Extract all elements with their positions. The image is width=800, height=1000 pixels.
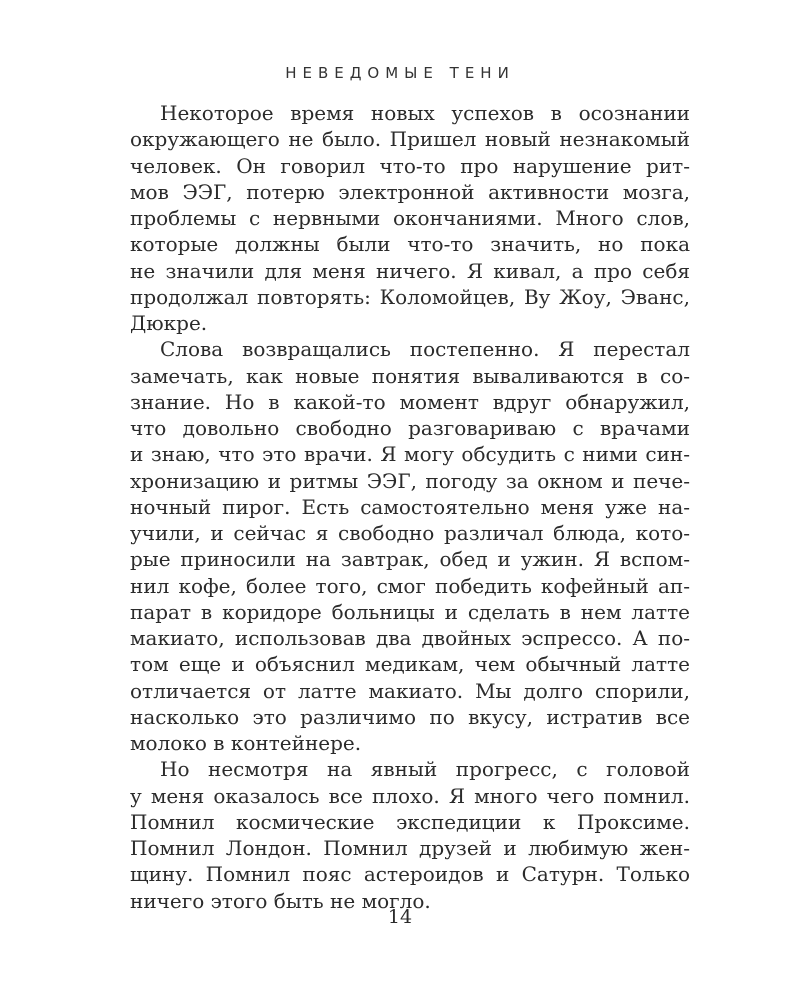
text-line: нил кофе, более того, смог победить кофейный ап- [130,573,690,598]
paragraph-2 [130,336,690,756]
text-line: Слова возвращались постепенно. Я перестал [160,337,690,362]
running-title: НЕВЕДОМЫЕ ТЕНИ [285,64,515,82]
text-line: которые должны были что-то значить, но пока [130,232,690,257]
text-line: парат в коридоре больницы и сделать в нем латте [130,599,690,624]
text-line: Помнил космические экспедиции к Проксиме. [130,809,690,834]
text-line: проблемы с нервными окончаниями. Много слов, [130,206,690,230]
text-line: не значили для меня ничего. Я кивал, а про себя [130,258,690,283]
text-line: ничего этого быть не могло. [130,888,431,913]
text-line: что довольно свободно разговариваю с врачами [130,416,690,440]
text-line: молоко в контейнере. [130,731,362,755]
body-text [130,100,690,914]
paragraph-1 [130,100,690,336]
page-number: 14 [387,906,413,928]
text-line: знание. Но в какой-то момент вдруг обнаружил, [130,389,690,414]
text-line: щину. Помнил пояс астероидов и Сатурн. Только [130,862,690,887]
text-line: и знаю, что это врачи. Я могу обсудить с ними син- [130,442,690,467]
text-line: ночный пирог. Есть самостоятельно меня уже на- [130,494,690,519]
text-line: Некоторое время новых успехов в осознании [160,101,690,125]
text-line: хронизацию и ритмы ЭЭГ, погоду за окном и пече- [130,468,690,493]
text-line: Помнил Лондон. Помнил друзей и любимую жен- [130,836,690,860]
paragraph-3 [130,756,690,914]
text-line: Но несмотря на явный прогресс, с головой [160,757,690,782]
text-line: насколько это различимо по вкусу, истратив все [130,704,690,729]
text-line: учили, и сейчас я свободно различал блюда, кото- [130,521,690,545]
text-line: Дюкре. [130,311,208,335]
text-line: окружающего не было. Пришел новый незнакомый [130,127,690,152]
text-line: замечать, как новые понятия вываливаются в со- [130,363,690,388]
text-line: том еще и объяснил медикам, чем обычный латте [130,652,690,677]
text-line: у меня оказалось все плохо. Я много чего помнил. [130,783,690,808]
text-line: макиато, использовав два двойных эспрессо. А по- [130,626,690,650]
text-line: рые приносили на завтрак, обед и ужин. Я вспом- [130,547,690,572]
text-line: отличается от латте макиато. Мы долго спорили, [130,678,690,703]
text-line: мов ЭЭГ, потерю электронной активности мозга, [130,179,690,204]
text-line: продолжал повторять: Коломойцев, Ву Жоу, Эванс, [130,284,690,309]
text-line: человек. Он говорил что-то про нарушение рит- [130,153,690,178]
